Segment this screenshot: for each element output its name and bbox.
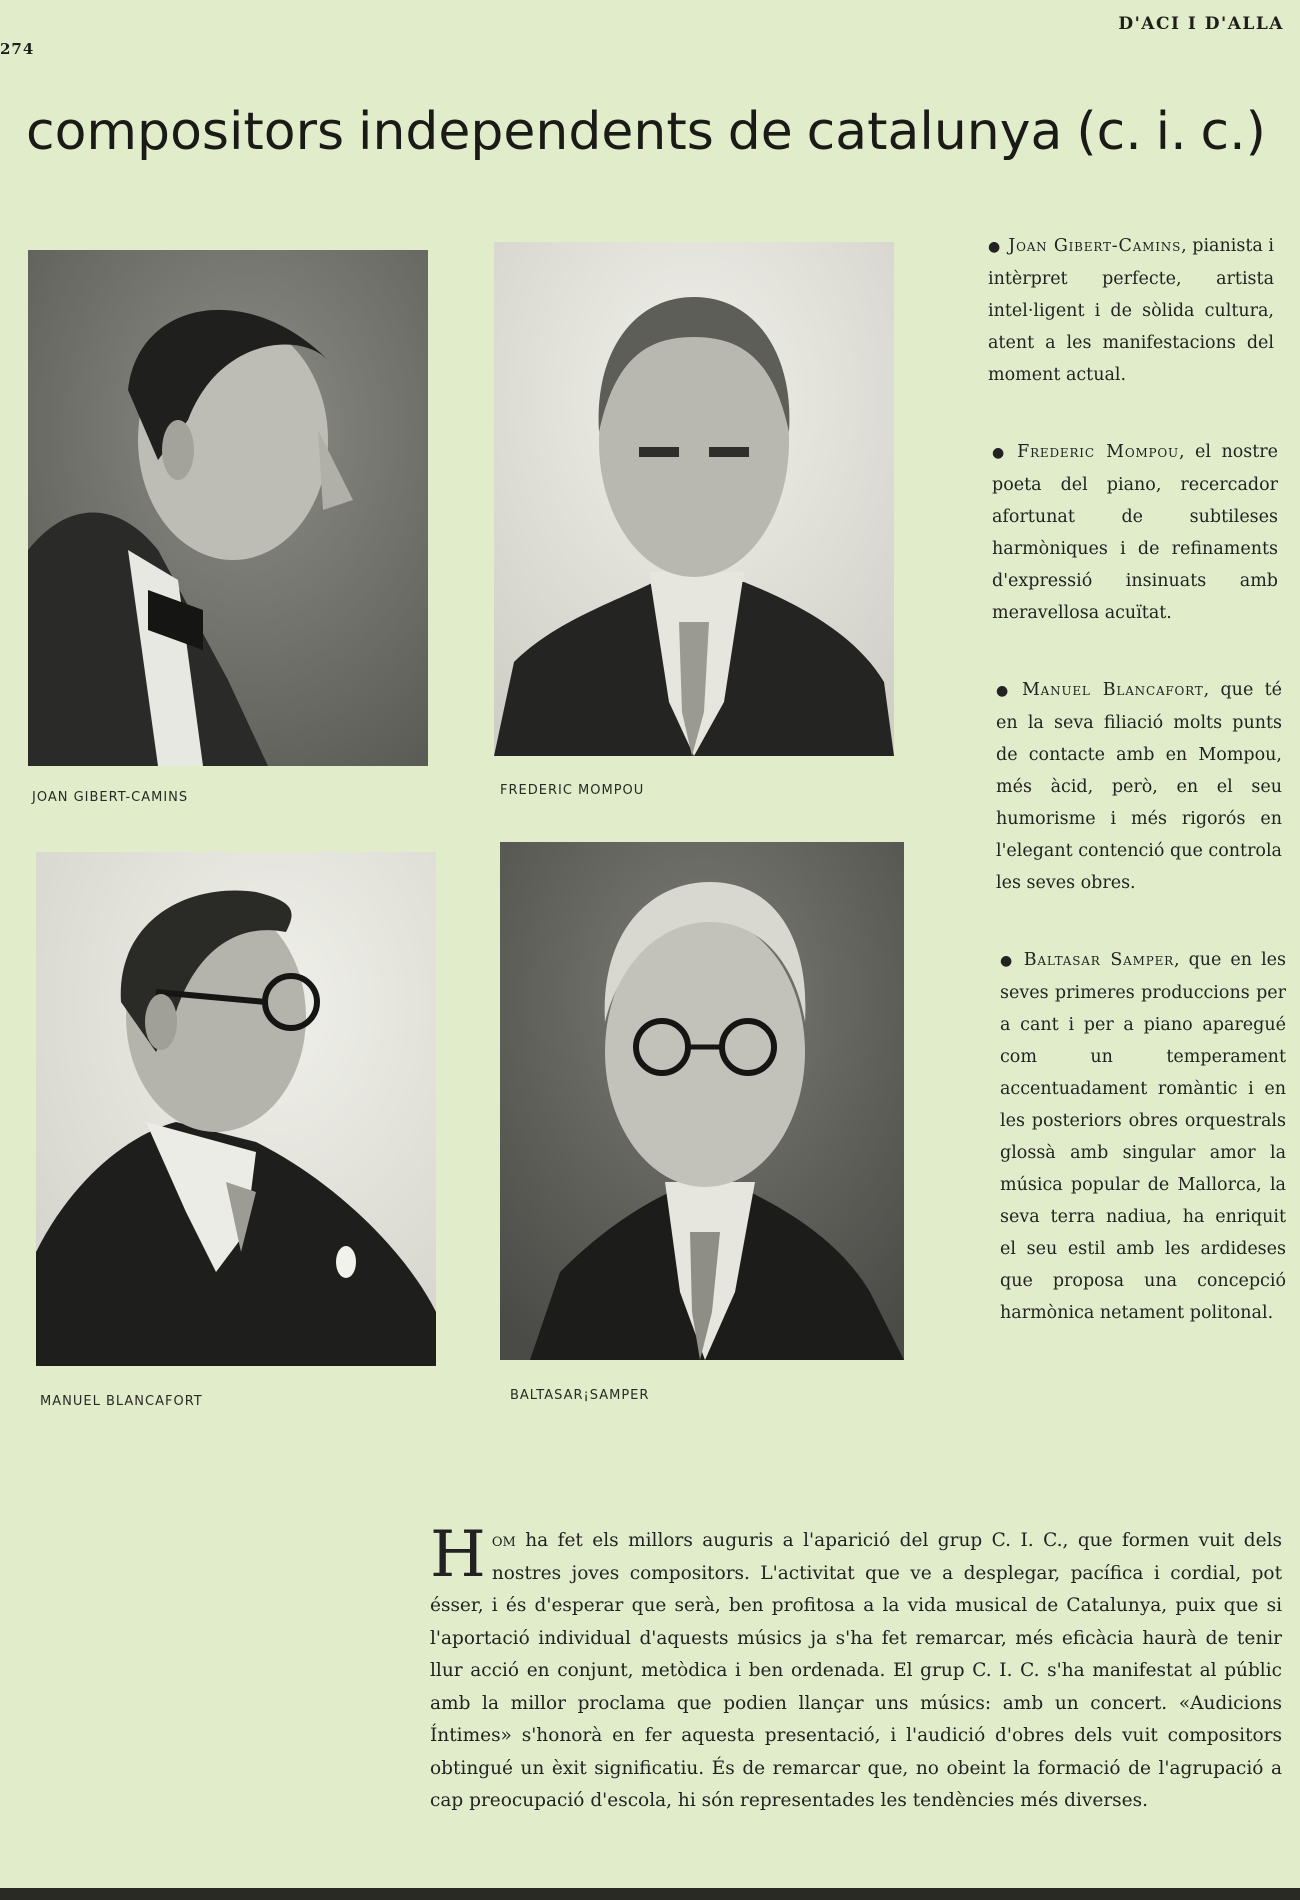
bullet-icon: ● [988, 239, 1001, 255]
title-word: independents [358, 102, 714, 162]
portrait-photo-blancafort [36, 852, 436, 1366]
portrait-photo-mompou [494, 242, 894, 756]
article-body [430, 1518, 1282, 1818]
title-word: c.) [1200, 102, 1266, 162]
running-head: D'ACI I D'ALLA [1118, 14, 1284, 34]
bullet-icon: ● [1000, 953, 1016, 969]
article-text: ha fet els millors auguris a l'aparició del grup C. I. C., que formen vuit dels nostres joves compositors. L'activitat que ve a desplegar, pacífica i cordial, pot ésser, i és d'esperar que serà, ben profitosa a la vida musical de Catalunya, puix que si l'aportació individual d'aquests músics ja s'ha fet remarcar, més eficàcia haurà de tenir llur acció en conjunt, metòdica i ben ordenada. El grup C. I. C. s'ha manifestat al públic amb la millor proclama que podien llançar uns músics: amb un concert. «Audicions Íntimes» s'honorà en fer aquesta presentació, i l'audició d'obres dels vuit compositors obtingué un èxit significatiu. És de remarcar que, no obeint la formació de l'agrupació a cap preocupació d'escola, hi són representades les tendències més diverses. [430, 1530, 1282, 1811]
drop-cap: H [430, 1518, 486, 1592]
title-word: de [727, 102, 793, 162]
article-lead: om [491, 1530, 516, 1551]
portrait-photo-gibert-camins [28, 250, 428, 766]
bio-blancafort [996, 674, 1282, 899]
title-word: (c. [1076, 102, 1142, 162]
bio-text: , pianista i intèrpret perfecte, artista intel·ligent i de sòlida cultura, atent a les manifestacions del moment actual. [988, 236, 1274, 385]
bullet-icon: ● [996, 683, 1014, 699]
title-word: compositors [26, 102, 345, 162]
bio-name: Manuel Blancafort [1021, 680, 1204, 700]
bio-name: Baltasar Samper [1023, 950, 1174, 970]
page-number: 274 [0, 40, 35, 58]
photo-caption: JOAN GIBERT-CAMINS [32, 790, 189, 805]
bio-mompou [992, 436, 1278, 629]
photo-caption: BALTASAR¡SAMPER [510, 1388, 650, 1403]
bio-name: Frederic Mompou [1017, 442, 1179, 462]
photo-caption: FREDERIC MOMPOU [500, 783, 645, 798]
bio-gibert-camins [988, 230, 1274, 391]
photo-caption: MANUEL BLANCAFORT [40, 1394, 203, 1409]
bullet-icon: ● [992, 445, 1010, 461]
bio-text: , que en les seves primeres produccions per a cant i per a piano aparegué com un temperament accentuadament romàntic i en les posteriors obres orquestrals glossà amb singular amor la música popular de Mallorca, la seva terra nadiua, ha enriquit el seu estil amb les ardideses que proposa una concepció harmònica netament politonal. [1000, 950, 1287, 1323]
title-word: catalunya [806, 102, 1063, 162]
title-word: i. [1155, 102, 1187, 162]
bio-samper [1000, 944, 1286, 1329]
page-edge [0, 1888, 1300, 1900]
bio-text: , que té en la seva filiació molts punts de contacte amb en Mompou, més àcid, però, en el seu humorisme i més rigorós en l'elegant contenció que controla les seves obres. [996, 680, 1282, 893]
bio-text: , el nostre poeta del piano, recercador afortunat de subtileses harmòniques i de refinaments d'expressió insinuats amb meravellosa acuïtat. [992, 442, 1278, 623]
bio-name: Joan Gibert-Camins [1008, 236, 1182, 256]
portrait-photo-samper [500, 842, 904, 1360]
page-title [26, 102, 1266, 162]
